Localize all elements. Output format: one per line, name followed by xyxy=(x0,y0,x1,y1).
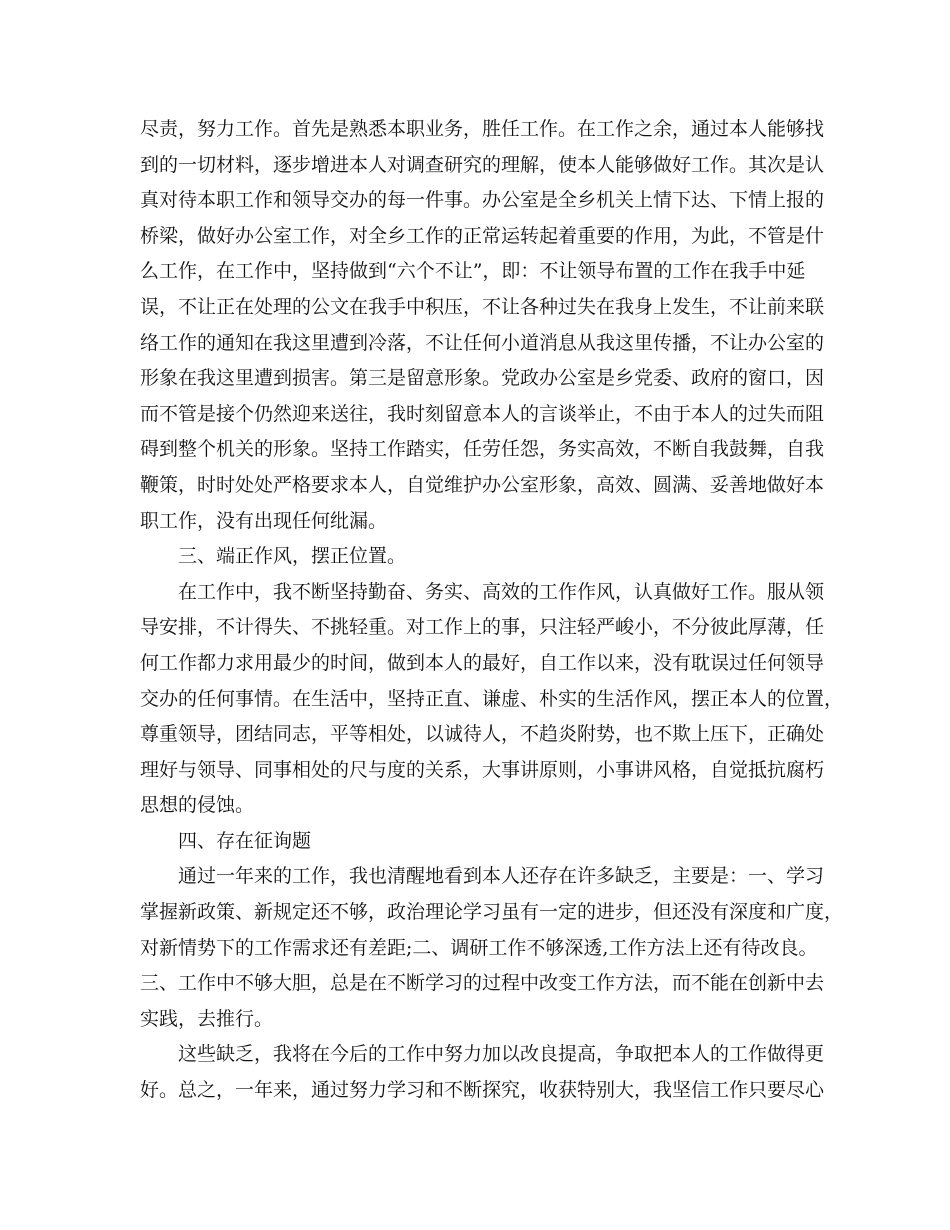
paragraph-3 xyxy=(140,859,844,1037)
text-line: 何工作都力求用最少的时间，做到本人的最好，自工作以来，没有耽误过任何领导 xyxy=(140,651,825,674)
text-line: 掌握新政策、新规定还不够，政治理论学习虽有一定的进步，但还没有深度和广度， xyxy=(140,901,844,924)
heading-text: 四、存在征询题 xyxy=(178,829,312,852)
text-line: 三、工作中不够大胆，总是在不断学习的过程中改变工作方法，而不能在创新中去 xyxy=(140,972,825,995)
text-line: 理好与领导、同事相处的尺与度的关系，大事讲原则，小事讲风格，自觉抵抗腐朽 xyxy=(140,758,825,781)
text-line: 通过一年来的工作，我也清醒地看到本人还存在许多缺乏，主要是：一、学习 xyxy=(178,865,825,888)
paragraph-2 xyxy=(140,575,844,824)
text-line: 导安排，不计得失、不挑轻重。对工作上的事，只注轻严峻小，不分彼此厚薄，任 xyxy=(140,616,825,639)
section-heading-3 xyxy=(140,539,820,575)
text-line: 职工作，没有出现任何纰漏。 xyxy=(140,509,388,532)
paragraph-1 xyxy=(140,112,825,539)
paragraph-4 xyxy=(140,1037,825,1108)
text-line: 桥梁，做好办公室工作，对全乡工作的正常运转起着重要的作用，为此，不管是什 xyxy=(140,224,825,247)
document-body xyxy=(140,112,844,1109)
text-line: 对新情势下的工作需求还有差距;二、调研工作不够深透,工作方法上还有待改良。 xyxy=(140,936,818,959)
text-line: 尊重领导，团结同志，平等相处，以诚待人，不趋炎附势，也不欺上压下，正确处 xyxy=(140,723,825,746)
text-line: 么工作，在工作中，坚持做到“六个不让”，即：不让领导布置的工作在我手中延 xyxy=(140,260,806,283)
heading-text: 三、端正作风，摆正位置。 xyxy=(178,545,407,568)
text-line: 真对待本职工作和领导交办的每一件事。办公室是全乡机关上情下达、下情上报的 xyxy=(140,189,825,212)
text-line: 好。总之，一年来，通过努力学习和不断探究，收获特别大，我坚信工作只要尽心 xyxy=(140,1079,825,1102)
text-line: 络工作的通知在我这里遭到冷落，不让任何小道消息从我这里传播，不让办公室的 xyxy=(140,331,825,354)
text-line: 思想的侵蚀。 xyxy=(140,794,255,817)
text-line: 形象在我这里遭到损害。第三是留意形象。党政办公室是乡党委、政府的窗口，因 xyxy=(140,367,825,390)
section-heading-4 xyxy=(140,824,820,860)
text-line: 这些缺乏，我将在今后的工作中努力加以改良提高，争取把本人的工作做得更 xyxy=(178,1043,825,1066)
text-line: 交办的任何事情。在生活中，坚持正直、谦虚、朴实的生活作风，摆正本人的位置， xyxy=(140,687,844,710)
text-line: 尽责，努力工作。首先是熟悉本职业务，胜任工作。在工作之余，通过本人能够找 xyxy=(140,118,825,140)
text-line: 而不管是接个仍然迎来送往，我时刻留意本人的言谈举止，不由于本人的过失而阻 xyxy=(140,402,825,425)
text-line: 实践，去推行。 xyxy=(140,1007,274,1030)
text-line: 误，不让正在处理的公文在我手中积压，不让各种过失在我身上发生，不让前来联 xyxy=(140,295,825,318)
text-line: 碍到整个机关的形象。坚持工作踏实，任劳任怨，务实高效，不断自我鼓舞，自我 xyxy=(140,438,825,461)
text-line: 在工作中，我不断坚持勤奋、务实、高效的工作作风，认真做好工作。服从领 xyxy=(178,580,825,603)
text-line: 鞭策，时时处处严格要求本人，自觉维护办公室形象，高效、圆满、妥善地做好本 xyxy=(140,473,825,496)
text-line: 到的一切材料，逐步增进本人对调查研究的理解，使本人能够做好工作。其次是认 xyxy=(140,153,825,176)
